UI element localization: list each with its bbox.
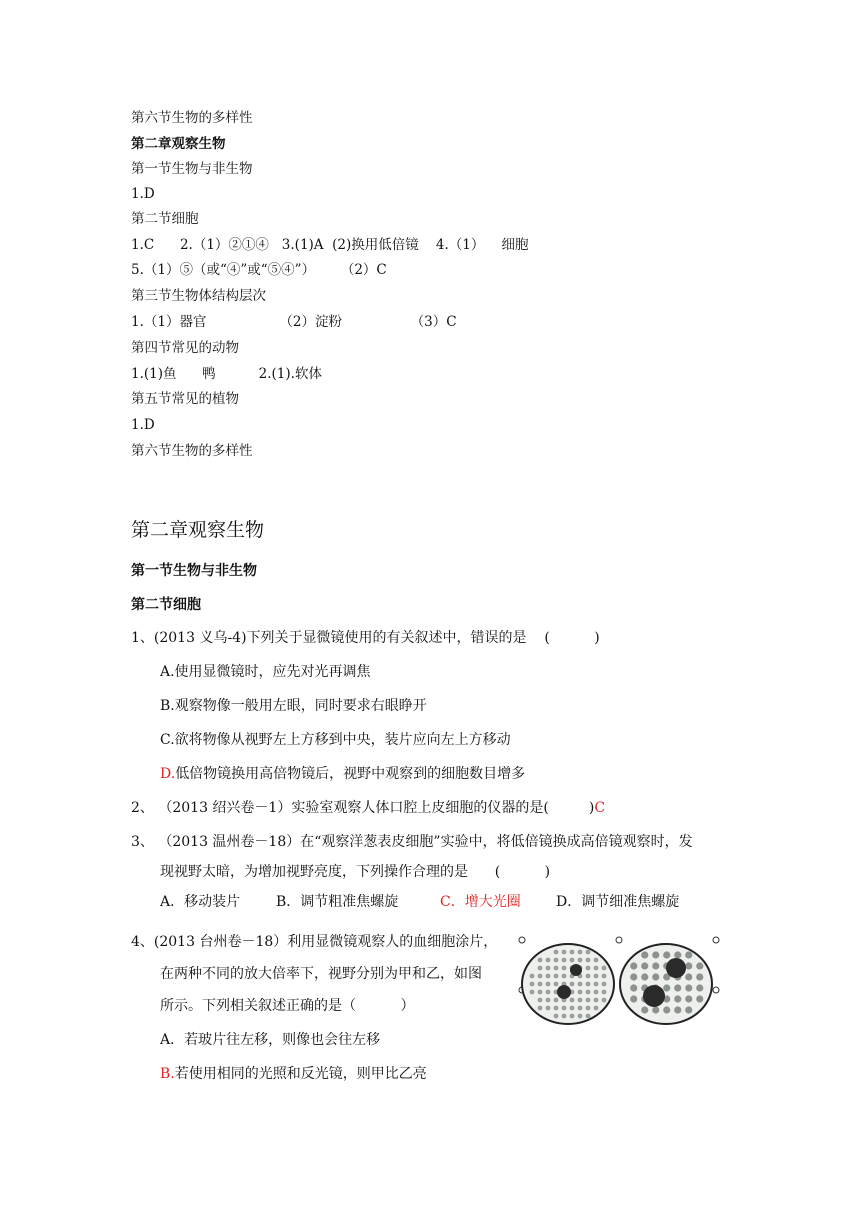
question-1-option-c: C.欲将物像从视野左上方移到中央，装片应向左上方移动 (160, 732, 511, 748)
red-blood-cell (674, 1006, 681, 1013)
summary-line: 第六节生物的多样性 (131, 443, 253, 459)
red-blood-cell (554, 998, 559, 1003)
option-text: 低倍物镜换用高倍物镜后，视野中观察到的细胞数目增多 (175, 766, 526, 782)
red-blood-cell (696, 962, 703, 969)
red-blood-cell (578, 958, 583, 963)
question-3-option-d: D．调节细准焦螺旋 (556, 894, 680, 910)
red-blood-cell (562, 1006, 567, 1011)
summary-line: 第四节常见的动物 (131, 340, 239, 356)
selection-handle (713, 987, 719, 993)
question-4-option-b (160, 1064, 427, 1084)
red-blood-cell (696, 995, 703, 1002)
question-2-stem (131, 798, 605, 818)
red-blood-cell (538, 982, 543, 987)
red-blood-cell (594, 958, 599, 963)
red-blood-cell (538, 958, 543, 963)
red-blood-cell (685, 995, 692, 1002)
red-blood-cell (685, 973, 692, 980)
red-blood-cell (594, 1006, 599, 1011)
red-blood-cell (546, 958, 551, 963)
red-blood-cell (663, 984, 670, 991)
red-blood-cell (652, 951, 659, 958)
summary-line: 第六节生物的多样性 (131, 110, 253, 126)
red-blood-cell (530, 974, 535, 979)
red-blood-cell (554, 1014, 559, 1019)
red-blood-cell (530, 982, 535, 987)
red-blood-cell (696, 984, 703, 991)
summary-line: 5.（1）⑤（或“④”或“⑤④”） （2）C (131, 262, 387, 278)
red-blood-cell (538, 974, 543, 979)
summary-line: 1.(1)鱼 鸭 2.(1).软体 (131, 366, 322, 382)
summary-line: 1.C 2.（1）②①④ 3.(1)A (2)换用低倍镜 4.（1） 细胞 (131, 237, 529, 253)
question-text: 2、 （2013 绍兴卷－1）实验室观察人体口腔上皮细胞的仪器的是( ) (131, 800, 595, 816)
red-blood-cell (578, 998, 583, 1003)
red-blood-cell (594, 990, 599, 995)
answer-letter: C (594, 800, 606, 816)
red-blood-cell (594, 966, 599, 971)
red-blood-cell (586, 982, 591, 987)
red-blood-cell (641, 1006, 648, 1013)
red-blood-cell (641, 962, 648, 969)
red-blood-cell (663, 951, 670, 958)
red-blood-cell (546, 1006, 551, 1011)
red-blood-cell (586, 990, 591, 995)
question-3-option-a: A．移动装片 (160, 894, 241, 910)
red-blood-cell (674, 951, 681, 958)
question-3-option-b: B．调节粗准焦螺旋 (276, 894, 399, 910)
red-blood-cell (578, 950, 583, 955)
red-blood-cell (546, 998, 551, 1003)
red-blood-cell (578, 990, 583, 995)
answer-letter: D. (160, 766, 176, 782)
red-blood-cell (546, 966, 551, 971)
white-blood-cell (643, 985, 665, 1007)
red-blood-cell (602, 998, 607, 1003)
red-blood-cell (641, 951, 648, 958)
summary-line: 第一节生物与非生物 (131, 161, 253, 177)
white-blood-cell (557, 985, 571, 999)
red-blood-cell (602, 974, 607, 979)
red-blood-cell (562, 1014, 567, 1019)
question-4-option-a: A．若玻片往左移，则像也会往左移 (160, 1032, 381, 1048)
summary-line: 1.D (131, 186, 155, 202)
red-blood-cell (570, 998, 575, 1003)
selection-handle (616, 937, 622, 943)
selection-handle (713, 937, 719, 943)
red-blood-cell (538, 966, 543, 971)
microscope-fields-figure (516, 932, 726, 1028)
question-1-option-d (160, 764, 525, 784)
red-blood-cell (554, 950, 559, 955)
red-blood-cell (554, 974, 559, 979)
field-of-view-left (522, 944, 614, 1024)
red-blood-cell (652, 962, 659, 969)
red-blood-cell (570, 958, 575, 963)
red-blood-cell (602, 966, 607, 971)
red-blood-cell (562, 958, 567, 963)
red-blood-cell (586, 1014, 591, 1019)
summary-line: 第二节细胞 (131, 211, 199, 227)
chapter-title: 第二章观察生物 (131, 519, 265, 541)
red-blood-cell (562, 966, 567, 971)
question-4-line-2: 在两种不同的放大倍率下，视野分别为甲和乙，如图 (160, 966, 482, 982)
red-blood-cell (578, 1006, 583, 1011)
summary-line: 第二章观察生物 (131, 136, 226, 152)
red-blood-cell (570, 950, 575, 955)
red-blood-cell (641, 973, 648, 980)
red-blood-cell (594, 974, 599, 979)
white-blood-cell (666, 958, 686, 978)
red-blood-cell (554, 966, 559, 971)
summary-line: 第三节生物体结构层次 (131, 288, 266, 304)
red-blood-cell (570, 982, 575, 987)
red-blood-cell (685, 951, 692, 958)
red-blood-cell (538, 1006, 543, 1011)
red-blood-cell (652, 973, 659, 980)
red-blood-cell (578, 982, 583, 987)
selection-handle (519, 937, 525, 943)
question-3-option-c: C．增大光圈 (440, 894, 521, 910)
red-blood-cell (538, 990, 543, 995)
red-blood-cell (696, 973, 703, 980)
question-3-line-1: 3、 （2013 温州卷－18）在“观察洋葱表皮细胞”实验中，将低倍镜换成高倍镜观察时，发 (131, 834, 693, 850)
red-blood-cell (586, 1006, 591, 1011)
red-blood-cell (674, 984, 681, 991)
red-blood-cell (586, 998, 591, 1003)
red-blood-cell (570, 1014, 575, 1019)
red-blood-cell (562, 974, 567, 979)
red-blood-cell (602, 982, 607, 987)
red-blood-cell (586, 974, 591, 979)
red-blood-cell (663, 1006, 670, 1013)
red-blood-cell (630, 973, 637, 980)
question-1-option-a: A.使用显微镜时，应先对光再调焦 (160, 664, 371, 680)
red-blood-cell (562, 950, 567, 955)
red-blood-cell (554, 958, 559, 963)
red-blood-cell (602, 990, 607, 995)
red-blood-cell (685, 962, 692, 969)
red-blood-cell (546, 982, 551, 987)
summary-line: 第五节常见的植物 (131, 391, 239, 407)
white-blood-cell (570, 964, 582, 976)
red-blood-cell (530, 990, 535, 995)
question-3-line-2: 现视野太暗，为增加视野亮度，下列操作合理的是 ( ) (160, 864, 551, 880)
option-text: 若使用相同的光照和反光镜，则甲比乙亮 (174, 1066, 427, 1082)
red-blood-cell (546, 974, 551, 979)
red-blood-cell (586, 958, 591, 963)
answer-letter: B. (160, 1066, 175, 1082)
red-blood-cell (630, 995, 637, 1002)
question-4-line-3: 所示。下列相关叙述正确的是（ ） (160, 998, 415, 1014)
red-blood-cell (652, 1006, 659, 1013)
question-4-line-1: 4、(2013 台州卷－18）利用显微镜观察人的血细胞涂片， (131, 934, 498, 950)
section-title: 第一节生物与非生物 (131, 563, 257, 579)
red-blood-cell (630, 984, 637, 991)
summary-line: 1.（1）器官 （2）淀粉 （3）C (131, 314, 457, 330)
red-blood-cell (594, 982, 599, 987)
red-blood-cell (546, 990, 551, 995)
section-title: 第二节细胞 (131, 597, 201, 613)
summary-line: 1.D (131, 417, 155, 433)
red-blood-cell (586, 966, 591, 971)
question-1-option-b: B.观察物像一般用左眼，同时要求右眼睁开 (160, 698, 427, 714)
question-1-stem: 1、(2013 义乌-4)下列关于显微镜使用的有关叙述中，错误的是 ( ) (131, 630, 600, 646)
red-blood-cell (594, 998, 599, 1003)
red-blood-cell (630, 962, 637, 969)
red-blood-cell (674, 995, 681, 1002)
red-blood-cell (570, 1006, 575, 1011)
red-blood-cell (538, 998, 543, 1003)
red-blood-cell (554, 982, 559, 987)
field-of-view-right (620, 944, 712, 1024)
red-blood-cell (578, 1014, 583, 1019)
red-blood-cell (586, 950, 591, 955)
red-blood-cell (685, 1006, 692, 1013)
red-blood-cell (685, 984, 692, 991)
red-blood-cell (554, 1006, 559, 1011)
